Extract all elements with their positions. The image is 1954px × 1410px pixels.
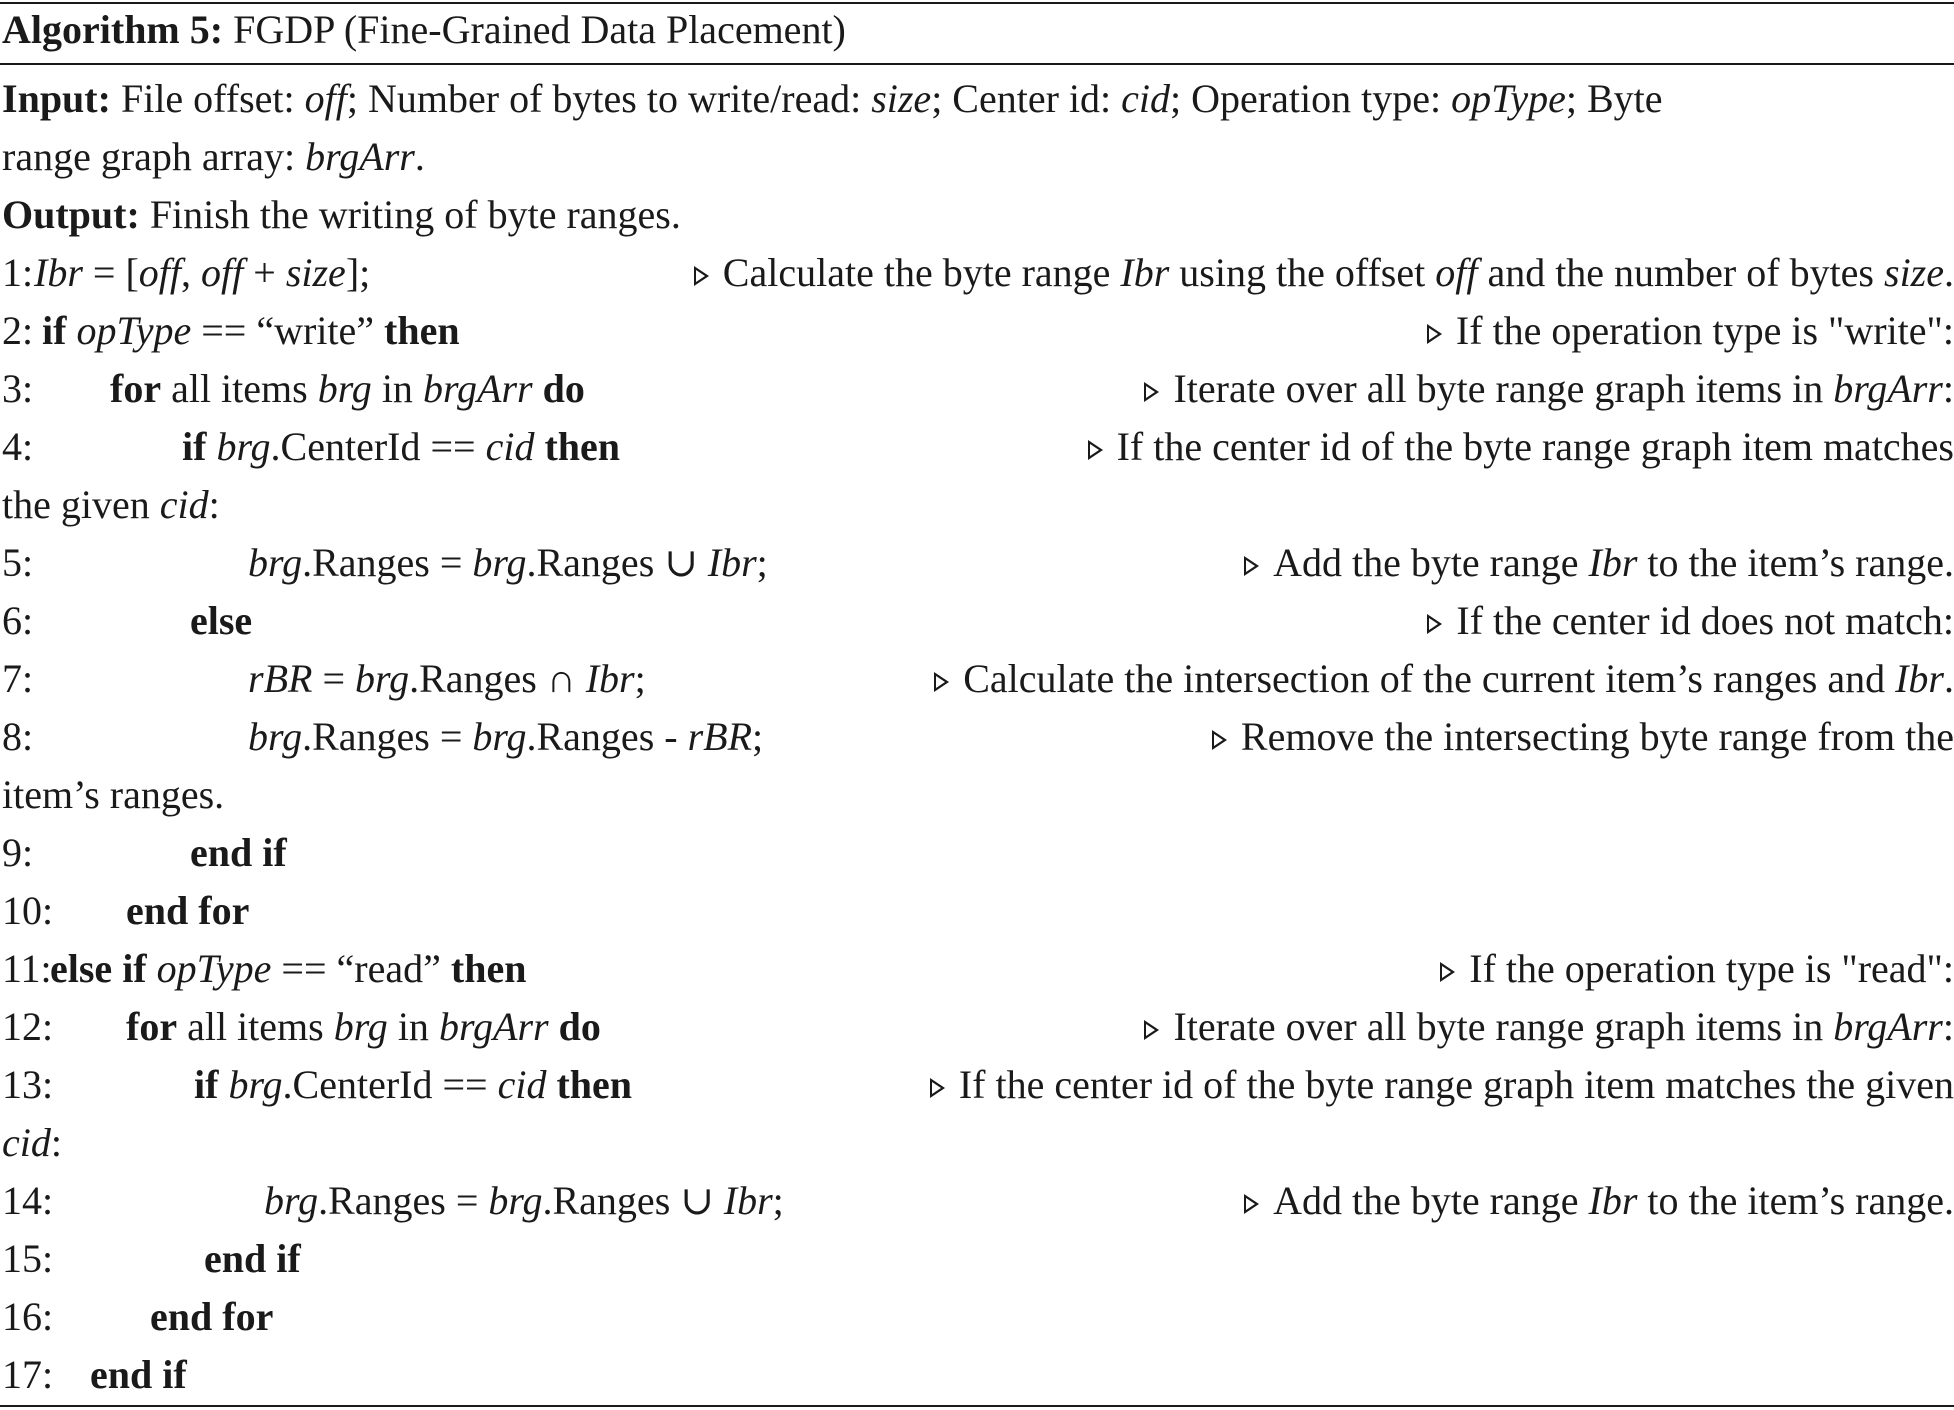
comment-triangle-icon	[1244, 1194, 1259, 1214]
algo-line-12	[0, 998, 1954, 1056]
input-line	[0, 70, 1954, 128]
line-number: 8:	[2, 714, 34, 759]
comment-triangle-icon	[1427, 614, 1442, 634]
line-comment: If the operation type is "write":	[1427, 302, 1954, 360]
line-comment: Add the byte range Ibr to the item’s range.	[1244, 1172, 1954, 1230]
algorithm-name: FGDP (Fine-Grained Data Placement)	[233, 7, 846, 52]
line-code: end if	[90, 1352, 187, 1397]
line-number: 17:	[2, 1352, 54, 1397]
line-comment-cont: item’s ranges.	[2, 772, 225, 817]
line-code: else	[190, 598, 253, 643]
line-comment: If the center id does not match:	[1427, 592, 1954, 650]
line-number: 12:	[2, 1004, 54, 1049]
line-number: 7:	[2, 656, 34, 701]
algorithm-label: Algorithm 5:	[2, 7, 224, 52]
line-comment-cont: cid:	[2, 1120, 62, 1165]
line-code: end for	[150, 1294, 274, 1339]
line-number: 5:	[2, 540, 34, 585]
algo-line-14	[0, 1172, 1954, 1230]
algo-line-13	[0, 1056, 1954, 1114]
line-comment-cont: the given cid:	[2, 482, 220, 527]
input-text-cont: range graph array: brgArr.	[2, 134, 425, 179]
algo-line-16	[0, 1288, 1954, 1346]
algo-line-11	[0, 940, 1954, 998]
line-comment: If the center id of the byte range graph item matches	[1088, 418, 1954, 476]
algo-line-7	[0, 650, 1954, 708]
algo-line-4-cont	[0, 476, 1954, 534]
line-code: for all items brg in brgArr do	[110, 366, 585, 411]
comment-triangle-icon	[1144, 1020, 1159, 1040]
line-number: 9:	[2, 830, 34, 875]
comment-triangle-icon	[1440, 962, 1455, 982]
line-comment: Calculate the byte range Ibr using the offset off and the number of bytes size.	[694, 244, 1954, 302]
output-text: Output: Finish the writing of byte ranges.	[2, 192, 681, 237]
algo-line-13-cont	[0, 1114, 1954, 1172]
input-text: Input: File offset: off; Number of bytes to write/read: size; Center id: cid; Operation type: opType; Byte	[2, 76, 1663, 121]
line-code: brg.Ranges = brg.Ranges ∪ Ibr;	[264, 1178, 784, 1223]
line-number: 13:	[2, 1062, 54, 1107]
line-code: if brg.CenterId == cid then	[194, 1062, 633, 1107]
algo-line-8-cont	[0, 766, 1954, 824]
line-number: 4:	[2, 424, 34, 469]
algo-line-3	[0, 360, 1954, 418]
line-comment: Iterate over all byte range graph items in brgArr:	[1144, 360, 1954, 418]
line-code: end if	[190, 830, 287, 875]
comment-triangle-icon	[930, 1078, 945, 1098]
comment-triangle-icon	[934, 672, 949, 692]
algorithm-title	[2, 4, 846, 56]
bottom-rule	[0, 1405, 1954, 1407]
algo-line-4	[0, 418, 1954, 476]
line-number: 10:	[2, 888, 54, 933]
line-number: 11:	[2, 946, 52, 991]
line-code: rBR = brg.Ranges ∩ Ibr;	[248, 656, 646, 701]
comment-triangle-icon	[1244, 556, 1259, 576]
comment-triangle-icon	[1144, 382, 1159, 402]
line-number: 14:	[2, 1178, 54, 1223]
line-comment: If the operation type is "read":	[1440, 940, 1954, 998]
algo-line-5	[0, 534, 1954, 592]
comment-triangle-icon	[1088, 440, 1103, 460]
line-comment: Remove the intersecting byte range from the	[1212, 708, 1954, 766]
line-number: 1:	[2, 250, 34, 295]
algo-line-9	[0, 824, 1954, 882]
output-line	[0, 186, 1954, 244]
line-code: end for	[126, 888, 250, 933]
algo-line-2	[0, 302, 1954, 360]
line-number: 2:	[2, 308, 34, 353]
line-code: brg.Ranges = brg.Ranges - rBR;	[248, 714, 764, 759]
line-number: 15:	[2, 1236, 54, 1281]
comment-triangle-icon	[1212, 730, 1227, 750]
line-comment: If the center id of the byte range graph item matches the given	[930, 1056, 1954, 1114]
line-code: Ibr = [off, off + size];	[34, 250, 371, 295]
line-code: end if	[204, 1236, 301, 1281]
comment-triangle-icon	[694, 266, 709, 286]
algo-line-6	[0, 592, 1954, 650]
line-code: if opType == “write” then	[42, 308, 460, 353]
comment-triangle-icon	[1427, 324, 1442, 344]
line-comment: Calculate the intersection of the current item’s ranges and Ibr.	[934, 650, 1954, 708]
title-rule	[0, 63, 1954, 65]
algo-line-8	[0, 708, 1954, 766]
algo-line-17	[0, 1346, 1954, 1404]
algo-line-1	[0, 244, 1954, 302]
line-number: 16:	[2, 1294, 54, 1339]
line-comment: Add the byte range Ibr to the item’s range.	[1244, 534, 1954, 592]
algo-line-15	[0, 1230, 1954, 1288]
line-code: brg.Ranges = brg.Ranges ∪ Ibr;	[248, 540, 768, 585]
input-line-cont	[0, 128, 1954, 186]
line-code: if brg.CenterId == cid then	[182, 424, 621, 469]
line-code: else if opType == “read” then	[50, 946, 527, 991]
line-comment: Iterate over all byte range graph items in brgArr:	[1144, 998, 1954, 1056]
algo-line-10	[0, 882, 1954, 940]
line-number: 6:	[2, 598, 34, 643]
line-number: 3:	[2, 366, 34, 411]
line-code: for all items brg in brgArr do	[126, 1004, 601, 1049]
